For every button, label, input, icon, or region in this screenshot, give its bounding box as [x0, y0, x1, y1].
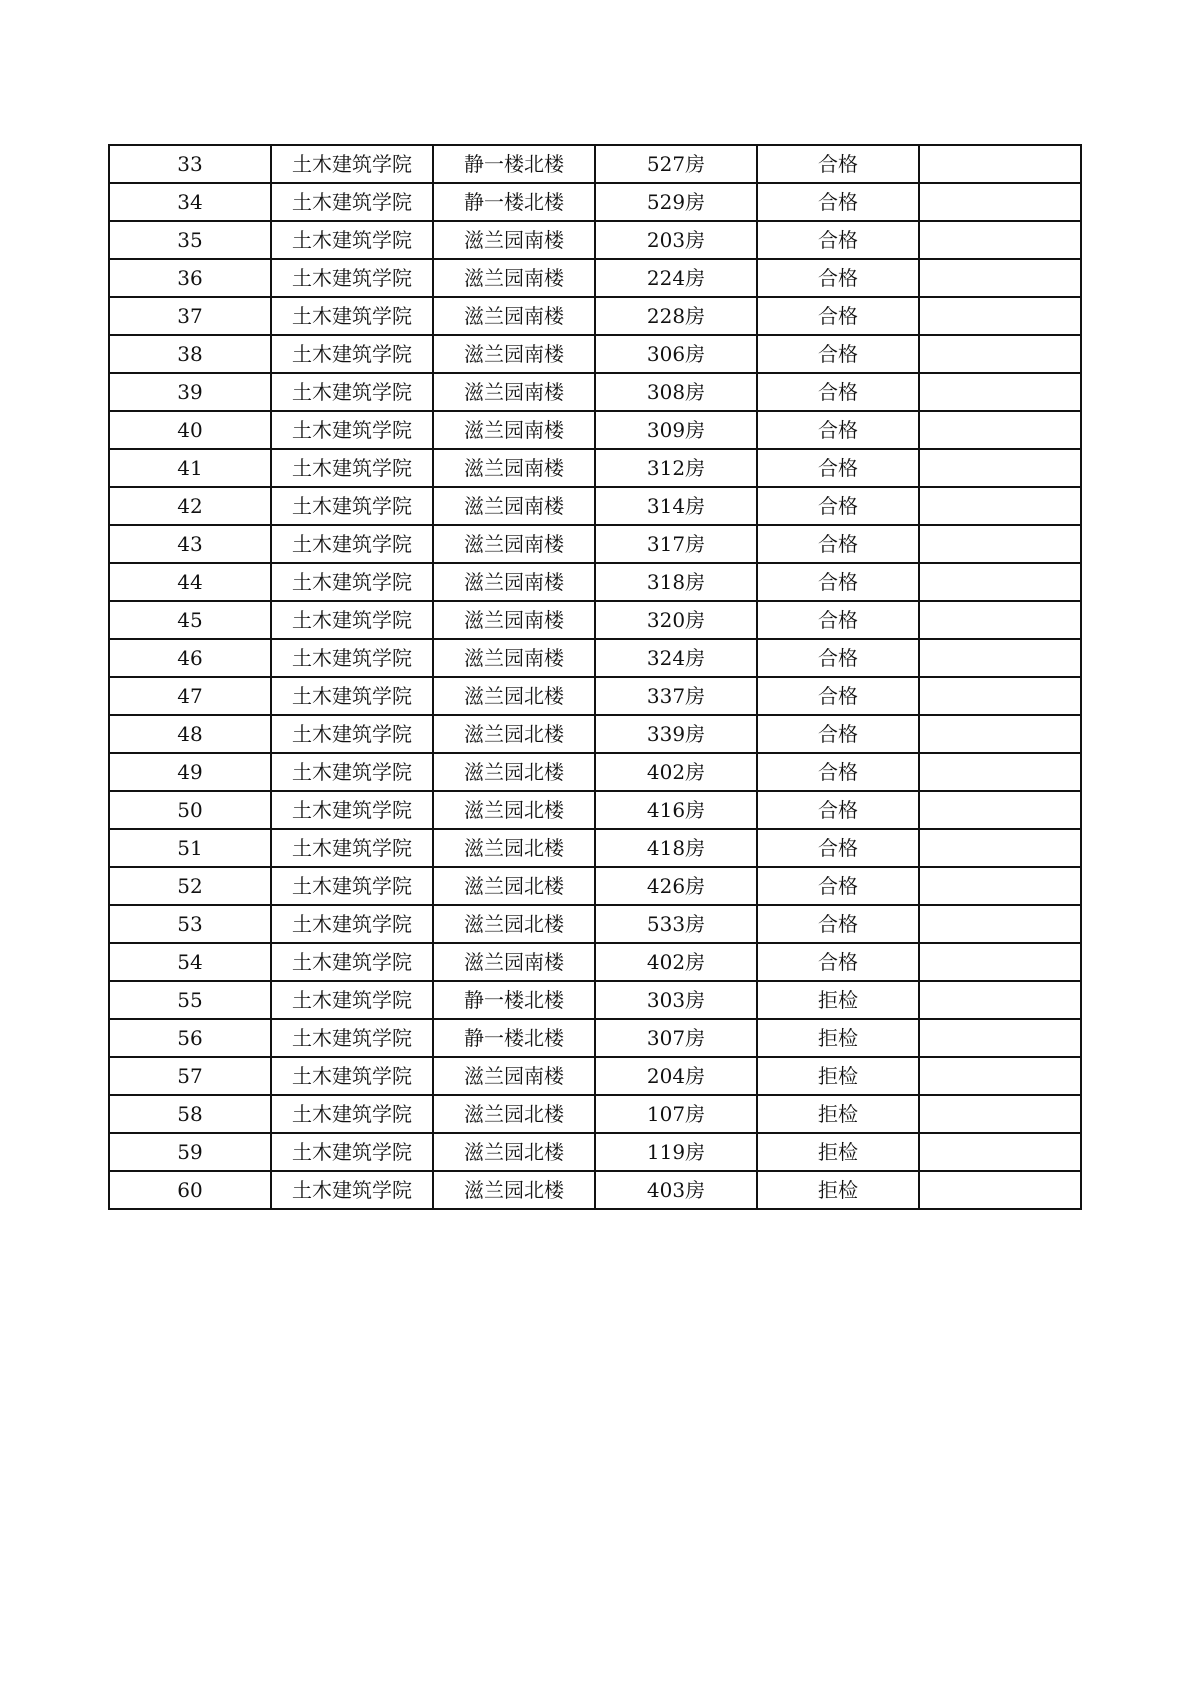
result-cell: 合格: [757, 829, 919, 867]
table-row: [109, 411, 1081, 449]
building-cell: 滋兰园北楼: [433, 677, 595, 715]
building-cell: 滋兰园南楼: [433, 297, 595, 335]
college-cell: 土木建筑学院: [271, 1095, 433, 1133]
remarks-cell: [919, 411, 1081, 449]
remarks-cell: [919, 525, 1081, 563]
college-cell: 土木建筑学院: [271, 449, 433, 487]
building-cell: 滋兰园北楼: [433, 867, 595, 905]
result-cell: 合格: [757, 905, 919, 943]
table-row: [109, 1133, 1081, 1171]
room-cell: 402房: [595, 753, 757, 791]
room-cell: 318房: [595, 563, 757, 601]
result-cell: 合格: [757, 297, 919, 335]
result-cell: 合格: [757, 753, 919, 791]
room-cell: 426房: [595, 867, 757, 905]
college-cell: 土木建筑学院: [271, 373, 433, 411]
college-cell: 土木建筑学院: [271, 411, 433, 449]
room-cell: 324房: [595, 639, 757, 677]
room-cell: 309房: [595, 411, 757, 449]
result-cell: 合格: [757, 183, 919, 221]
building-cell: 滋兰园北楼: [433, 791, 595, 829]
row-number-cell: 39: [109, 373, 271, 411]
building-cell: 滋兰园北楼: [433, 1171, 595, 1209]
result-cell: 合格: [757, 639, 919, 677]
result-cell: 合格: [757, 373, 919, 411]
building-cell: 滋兰园南楼: [433, 449, 595, 487]
building-cell: 滋兰园南楼: [433, 1057, 595, 1095]
table-row: [109, 1057, 1081, 1095]
result-cell: 拒检: [757, 1095, 919, 1133]
building-cell: 滋兰园北楼: [433, 715, 595, 753]
table-row: [109, 601, 1081, 639]
building-cell: 静一楼北楼: [433, 183, 595, 221]
college-cell: 土木建筑学院: [271, 753, 433, 791]
row-number-cell: 40: [109, 411, 271, 449]
row-number-cell: 58: [109, 1095, 271, 1133]
result-cell: 合格: [757, 715, 919, 753]
table-row: [109, 525, 1081, 563]
building-cell: 滋兰园北楼: [433, 1133, 595, 1171]
building-cell: 滋兰园南楼: [433, 373, 595, 411]
remarks-cell: [919, 1133, 1081, 1171]
room-cell: 529房: [595, 183, 757, 221]
room-cell: 308房: [595, 373, 757, 411]
result-cell: 合格: [757, 791, 919, 829]
building-cell: 滋兰园南楼: [433, 259, 595, 297]
result-cell: 拒检: [757, 1171, 919, 1209]
result-cell: 合格: [757, 563, 919, 601]
table-row: [109, 145, 1081, 183]
building-cell: 滋兰园南楼: [433, 335, 595, 373]
room-cell: 533房: [595, 905, 757, 943]
college-cell: 土木建筑学院: [271, 981, 433, 1019]
room-cell: 314房: [595, 487, 757, 525]
result-cell: 合格: [757, 259, 919, 297]
building-cell: 滋兰园北楼: [433, 753, 595, 791]
table-row: [109, 943, 1081, 981]
result-cell: 合格: [757, 411, 919, 449]
college-cell: 土木建筑学院: [271, 715, 433, 753]
table-row: [109, 449, 1081, 487]
building-cell: 静一楼北楼: [433, 145, 595, 183]
college-cell: 土木建筑学院: [271, 943, 433, 981]
room-cell: 312房: [595, 449, 757, 487]
room-cell: 402房: [595, 943, 757, 981]
building-cell: 滋兰园南楼: [433, 563, 595, 601]
room-cell: 337房: [595, 677, 757, 715]
building-cell: 静一楼北楼: [433, 981, 595, 1019]
table-row: [109, 563, 1081, 601]
table-row: [109, 715, 1081, 753]
room-cell: 204房: [595, 1057, 757, 1095]
room-cell: 119房: [595, 1133, 757, 1171]
row-number-cell: 52: [109, 867, 271, 905]
remarks-cell: [919, 639, 1081, 677]
row-number-cell: 59: [109, 1133, 271, 1171]
room-cell: 307房: [595, 1019, 757, 1057]
room-cell: 203房: [595, 221, 757, 259]
building-cell: 滋兰园南楼: [433, 639, 595, 677]
row-number-cell: 50: [109, 791, 271, 829]
room-cell: 527房: [595, 145, 757, 183]
college-cell: 土木建筑学院: [271, 791, 433, 829]
row-number-cell: 51: [109, 829, 271, 867]
row-number-cell: 55: [109, 981, 271, 1019]
row-number-cell: 60: [109, 1171, 271, 1209]
remarks-cell: [919, 1171, 1081, 1209]
college-cell: 土木建筑学院: [271, 297, 433, 335]
result-cell: 合格: [757, 145, 919, 183]
result-cell: 拒检: [757, 1133, 919, 1171]
college-cell: 土木建筑学院: [271, 525, 433, 563]
table-row: [109, 297, 1081, 335]
building-cell: 滋兰园南楼: [433, 943, 595, 981]
college-cell: 土木建筑学院: [271, 487, 433, 525]
remarks-cell: [919, 449, 1081, 487]
table-row: [109, 981, 1081, 1019]
room-cell: 339房: [595, 715, 757, 753]
row-number-cell: 36: [109, 259, 271, 297]
college-cell: 土木建筑学院: [271, 1171, 433, 1209]
remarks-cell: [919, 677, 1081, 715]
building-cell: 滋兰园南楼: [433, 221, 595, 259]
building-cell: 滋兰园南楼: [433, 601, 595, 639]
remarks-cell: [919, 1095, 1081, 1133]
remarks-cell: [919, 373, 1081, 411]
building-cell: 滋兰园北楼: [433, 905, 595, 943]
college-cell: 土木建筑学院: [271, 1019, 433, 1057]
remarks-cell: [919, 487, 1081, 525]
college-cell: 土木建筑学院: [271, 335, 433, 373]
row-number-cell: 35: [109, 221, 271, 259]
remarks-cell: [919, 259, 1081, 297]
table-row: [109, 905, 1081, 943]
remarks-cell: [919, 981, 1081, 1019]
table-row: [109, 487, 1081, 525]
remarks-cell: [919, 1019, 1081, 1057]
row-number-cell: 38: [109, 335, 271, 373]
row-number-cell: 56: [109, 1019, 271, 1057]
building-cell: 滋兰园南楼: [433, 525, 595, 563]
college-cell: 土木建筑学院: [271, 563, 433, 601]
result-cell: 合格: [757, 221, 919, 259]
room-cell: 418房: [595, 829, 757, 867]
room-cell: 403房: [595, 1171, 757, 1209]
building-cell: 静一楼北楼: [433, 1019, 595, 1057]
result-cell: 合格: [757, 449, 919, 487]
row-number-cell: 47: [109, 677, 271, 715]
table-row: [109, 1019, 1081, 1057]
result-cell: 合格: [757, 601, 919, 639]
table-row: [109, 221, 1081, 259]
remarks-cell: [919, 221, 1081, 259]
row-number-cell: 46: [109, 639, 271, 677]
inspection-results-table: [108, 144, 1082, 1210]
table-row: [109, 867, 1081, 905]
row-number-cell: 33: [109, 145, 271, 183]
row-number-cell: 41: [109, 449, 271, 487]
table-row: [109, 1171, 1081, 1209]
row-number-cell: 44: [109, 563, 271, 601]
row-number-cell: 54: [109, 943, 271, 981]
room-cell: 228房: [595, 297, 757, 335]
table-row: [109, 677, 1081, 715]
room-cell: 303房: [595, 981, 757, 1019]
row-number-cell: 48: [109, 715, 271, 753]
remarks-cell: [919, 905, 1081, 943]
row-number-cell: 57: [109, 1057, 271, 1095]
college-cell: 土木建筑学院: [271, 221, 433, 259]
result-cell: 拒检: [757, 1057, 919, 1095]
result-cell: 合格: [757, 335, 919, 373]
table-row: [109, 753, 1081, 791]
remarks-cell: [919, 753, 1081, 791]
row-number-cell: 34: [109, 183, 271, 221]
college-cell: 土木建筑学院: [271, 1133, 433, 1171]
remarks-cell: [919, 601, 1081, 639]
college-cell: 土木建筑学院: [271, 1057, 433, 1095]
row-number-cell: 42: [109, 487, 271, 525]
remarks-cell: [919, 335, 1081, 373]
college-cell: 土木建筑学院: [271, 601, 433, 639]
remarks-cell: [919, 829, 1081, 867]
result-cell: 合格: [757, 525, 919, 563]
result-cell: 合格: [757, 677, 919, 715]
remarks-cell: [919, 145, 1081, 183]
row-number-cell: 53: [109, 905, 271, 943]
remarks-cell: [919, 867, 1081, 905]
table-row: [109, 335, 1081, 373]
college-cell: 土木建筑学院: [271, 829, 433, 867]
remarks-cell: [919, 791, 1081, 829]
remarks-cell: [919, 715, 1081, 753]
result-cell: 合格: [757, 487, 919, 525]
college-cell: 土木建筑学院: [271, 259, 433, 297]
building-cell: 滋兰园北楼: [433, 829, 595, 867]
result-cell: 拒检: [757, 981, 919, 1019]
table-row: [109, 639, 1081, 677]
college-cell: 土木建筑学院: [271, 639, 433, 677]
result-cell: 合格: [757, 943, 919, 981]
remarks-cell: [919, 563, 1081, 601]
table-row: [109, 791, 1081, 829]
row-number-cell: 43: [109, 525, 271, 563]
result-cell: 拒检: [757, 1019, 919, 1057]
table-row: [109, 183, 1081, 221]
college-cell: 土木建筑学院: [271, 677, 433, 715]
room-cell: 306房: [595, 335, 757, 373]
building-cell: 滋兰园北楼: [433, 1095, 595, 1133]
table-row: [109, 259, 1081, 297]
row-number-cell: 37: [109, 297, 271, 335]
remarks-cell: [919, 1057, 1081, 1095]
row-number-cell: 45: [109, 601, 271, 639]
room-cell: 416房: [595, 791, 757, 829]
college-cell: 土木建筑学院: [271, 867, 433, 905]
college-cell: 土木建筑学院: [271, 183, 433, 221]
college-cell: 土木建筑学院: [271, 145, 433, 183]
room-cell: 320房: [595, 601, 757, 639]
table-row: [109, 1095, 1081, 1133]
remarks-cell: [919, 183, 1081, 221]
building-cell: 滋兰园南楼: [433, 487, 595, 525]
table-row: [109, 373, 1081, 411]
table-row: [109, 829, 1081, 867]
result-cell: 合格: [757, 867, 919, 905]
college-cell: 土木建筑学院: [271, 905, 433, 943]
remarks-cell: [919, 943, 1081, 981]
building-cell: 滋兰园南楼: [433, 411, 595, 449]
remarks-cell: [919, 297, 1081, 335]
table-body: [109, 145, 1081, 1209]
row-number-cell: 49: [109, 753, 271, 791]
room-cell: 224房: [595, 259, 757, 297]
room-cell: 317房: [595, 525, 757, 563]
room-cell: 107房: [595, 1095, 757, 1133]
